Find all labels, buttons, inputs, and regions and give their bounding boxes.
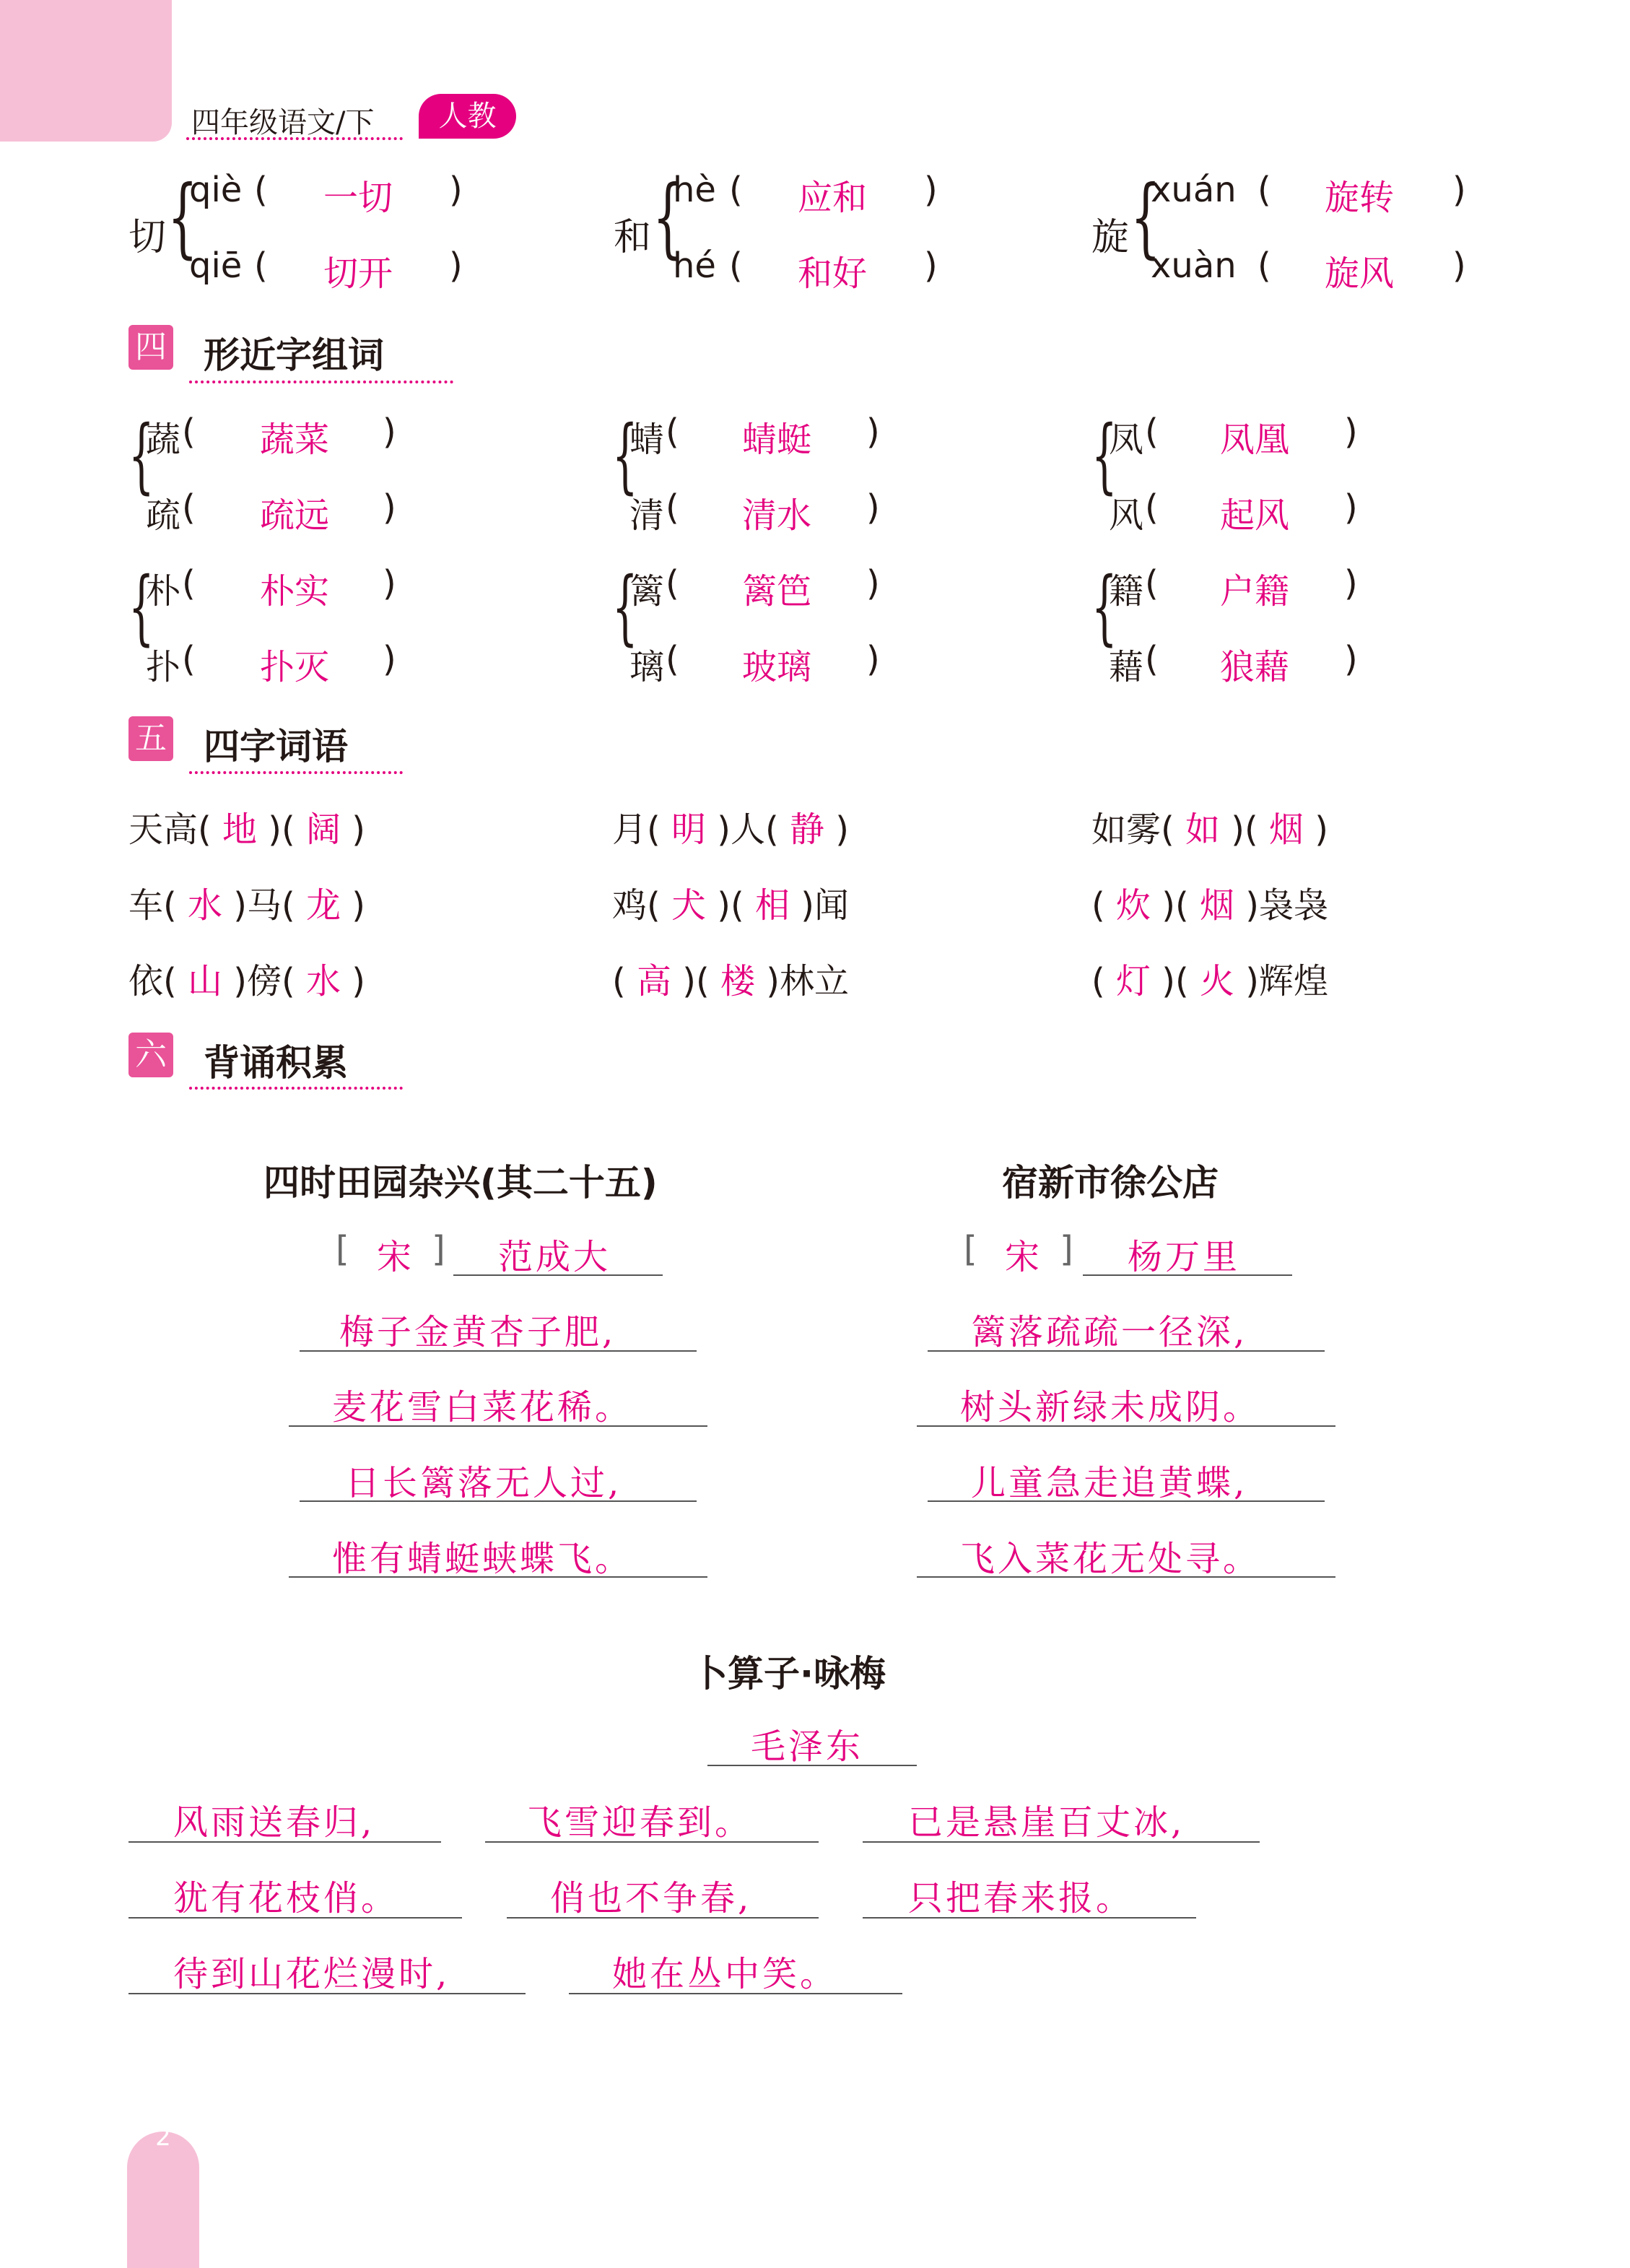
idiom-item: 如雾( 如 )( 烟 ) <box>1091 809 1329 850</box>
answer: 一切 <box>323 178 393 218</box>
brace-icon: { <box>167 168 198 268</box>
answer: 和好 <box>798 253 868 294</box>
section-underline <box>189 1087 403 1090</box>
answer: 玻璃 <box>742 647 812 687</box>
poem-author: 杨万里 <box>1128 1237 1241 1277</box>
idiom-item: 依( 山 )傍( 水 ) <box>128 961 366 1002</box>
poem-line: 篱落疏疏一径深, <box>971 1312 1248 1352</box>
answer: 清水 <box>742 495 812 536</box>
idiom-item: 车( 水 )马( 龙 ) <box>128 885 366 926</box>
pinyin: xuán <box>1151 170 1237 210</box>
page-tab-decoration <box>127 2132 199 2268</box>
answer: 切开 <box>323 253 393 294</box>
answer: 篱笆 <box>742 571 812 612</box>
poem-line: 待到山花烂漫时, <box>173 1954 450 1994</box>
brace-icon: { <box>653 168 683 268</box>
pinyin: xuàn <box>1151 246 1237 286</box>
char: 篱 <box>629 571 665 612</box>
page-number: 2 <box>155 2123 171 2152</box>
char: 藉 <box>1109 647 1144 687</box>
section-title: 背诵积累 <box>204 1042 348 1084</box>
poem-line: 日长篱落无人过, <box>345 1463 622 1503</box>
brace-icon: { <box>128 560 154 654</box>
brace-icon: { <box>1130 168 1161 268</box>
poem-title: 卜算子·咏梅 <box>692 1653 886 1695</box>
poem-line: 麦花雪白菜花稀。 <box>332 1387 633 1428</box>
answer: 蔬菜 <box>260 420 330 460</box>
poem-author: 范成大 <box>498 1237 611 1277</box>
answer: 狼藉 <box>1220 647 1290 687</box>
brace-icon: { <box>1091 560 1117 654</box>
idiom-item: 月( 明 )人( 静 ) <box>612 809 850 850</box>
pinyin: qiè <box>189 170 243 210</box>
idiom-item: ( 炊 )( 烟 )袅袅 <box>1091 885 1329 926</box>
poem-title: 四时田园杂兴(其二十五) <box>263 1162 658 1204</box>
char: 籍 <box>1109 571 1144 612</box>
char: 疏 <box>146 495 181 536</box>
section-number: 六 <box>128 1033 173 1077</box>
brace-icon: { <box>128 409 154 503</box>
answer: 旋转 <box>1325 178 1395 218</box>
poem-line: 已是悬崖百丈冰, <box>908 1802 1185 1843</box>
char: 朴 <box>146 571 181 612</box>
char: 风 <box>1109 495 1144 536</box>
brace-icon: { <box>612 409 638 503</box>
char: 蜻 <box>629 420 665 460</box>
polyphone-char: 旋 <box>1091 216 1130 259</box>
idiom-item: 天高( 地 )( 阔 ) <box>128 809 366 850</box>
poem-dynasty: 宋 <box>1005 1237 1040 1277</box>
poem-title: 宿新市徐公店 <box>1002 1162 1219 1204</box>
poem-line: 树头新绿未成阴。 <box>960 1387 1261 1428</box>
polyphone-char: 和 <box>614 216 652 259</box>
answer: 疏远 <box>260 495 330 536</box>
idiom-item: ( 高 )( 楼 )林立 <box>612 961 850 1002</box>
poem-line: 她在丛中笑。 <box>612 1954 838 1994</box>
char: 清 <box>629 495 665 536</box>
poem-line: 只把春来报。 <box>908 1878 1134 1919</box>
char: 扑 <box>146 647 181 687</box>
poem-line: 飞雪迎春到。 <box>527 1802 753 1843</box>
char: 凤 <box>1109 420 1144 460</box>
char: 蔬 <box>146 420 181 460</box>
idiom-item: 鸡( 犬 )( 相 )闻 <box>612 885 850 926</box>
poem-dynasty: 宋 <box>377 1237 412 1277</box>
poem-line: 惟有蜻蜓蛱蝶飞。 <box>332 1539 633 1579</box>
poem-line: 犹有花枝俏。 <box>173 1878 399 1919</box>
idiom-item: ( 灯 )( 火 )辉煌 <box>1091 961 1329 1002</box>
answer: 朴实 <box>260 571 330 612</box>
answer: 应和 <box>798 178 868 218</box>
poem-author: 毛泽东 <box>751 1726 864 1767</box>
header-badge: 人教 <box>419 94 516 139</box>
poem-line: 俏也不争春, <box>550 1878 752 1919</box>
brace-icon: { <box>612 560 638 654</box>
brace-icon: { <box>1091 409 1117 503</box>
answer: 蜻蜓 <box>742 420 812 460</box>
poem-line: 梅子金黄杏子肥, <box>339 1312 616 1352</box>
poem-line: 飞入菜花无处寻。 <box>960 1539 1261 1579</box>
pinyin: qiē <box>189 246 243 286</box>
header-underline <box>186 137 403 140</box>
answer: 凤凰 <box>1220 420 1290 460</box>
answer: 扑灭 <box>260 647 330 687</box>
pinyin: hé <box>673 246 716 286</box>
char: 璃 <box>629 647 665 687</box>
header-title: 四年级语文/下 <box>191 106 375 139</box>
section-number: 四 <box>128 325 173 370</box>
poem-line: 儿童急走追黄蝶, <box>971 1463 1248 1503</box>
pinyin: hè <box>673 170 716 210</box>
section-underline <box>189 381 453 383</box>
answer: 起风 <box>1220 495 1290 536</box>
answer: 旋风 <box>1325 253 1395 294</box>
answer: 户籍 <box>1220 571 1290 612</box>
section-number: 五 <box>128 716 173 761</box>
section-title: 形近字组词 <box>204 334 384 376</box>
section-title: 四字词语 <box>204 726 348 768</box>
section-underline <box>189 771 403 774</box>
polyphone-char: 切 <box>128 216 167 259</box>
poem-line: 风雨送春归, <box>173 1802 375 1843</box>
header-corner-decoration <box>0 0 172 142</box>
